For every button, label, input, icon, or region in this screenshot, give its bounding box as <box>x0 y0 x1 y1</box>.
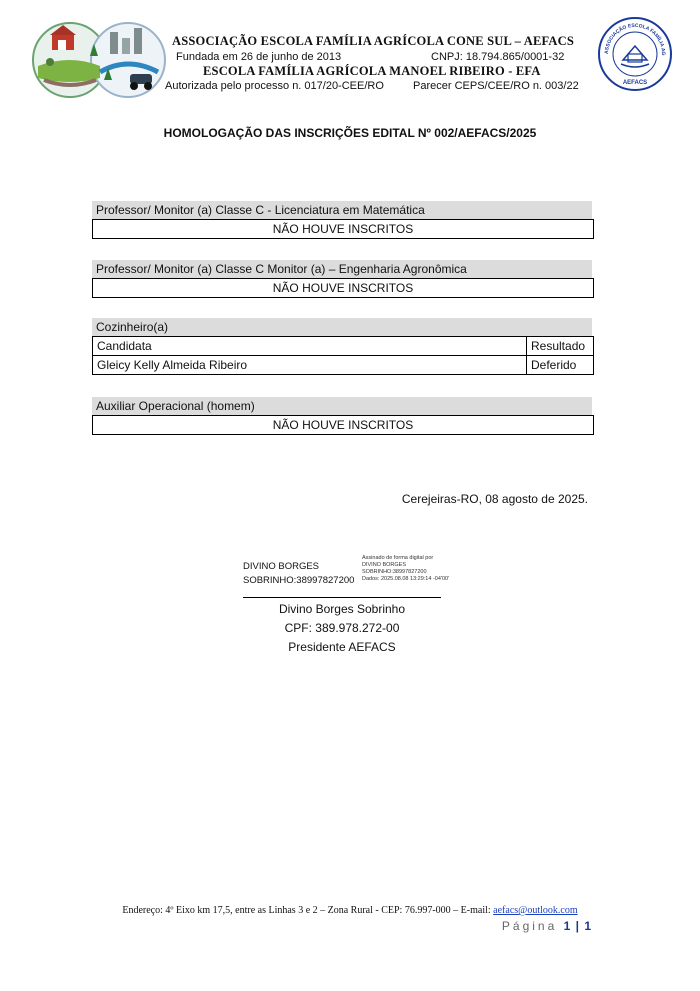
signatory-cpf: CPF: 389.978.272-00 <box>284 621 400 635</box>
section-result-agronomy: NÃO HOUVE INSCRITOS <box>92 278 594 298</box>
school-name: ESCOLA FAMÍLIA AGRÍCOLA MANOEL RIBEIRO - EFA <box>203 64 541 78</box>
farm-logo-icon <box>30 20 170 100</box>
signatory-name: Divino Borges Sobrinho <box>278 602 406 616</box>
cert-line-2: DIVINO BORGES <box>362 562 407 568</box>
column-header-candidate: Candidata <box>93 337 527 356</box>
digital-signature-certificate <box>362 555 449 583</box>
cert-line-1: Assinado de forma digital por <box>362 555 434 561</box>
section-heading-math: Professor/ Monitor (a) Classe C - Licenciatura em Matemática <box>92 201 592 219</box>
address-text: Endereço: 4º Eixo km 17,5, entre as Linhas 3 e 2 – Zona Rural - CEP: 76.997-000 – E-mail: <box>122 905 494 916</box>
table-row <box>93 356 594 375</box>
founded-date: Fundada em 26 de junho de 2013 <box>176 51 342 63</box>
page-count: 1 | 1 <box>563 919 592 933</box>
page-label: Página <box>501 919 558 933</box>
candidate-name: Gleicy Kelly Almeida Ribeiro <box>93 356 527 375</box>
footer-address <box>0 905 700 916</box>
cert-line-3: SOBRINHO:38997827200 <box>362 569 427 575</box>
section-heading-auxiliary: Auxiliar Operacional (homem) <box>92 397 592 415</box>
email-link[interactable]: aefacs@outlook.com <box>493 905 578 916</box>
date-line: Cerejeiras-RO, 08 agosto de 2025. <box>401 492 588 506</box>
page-number <box>502 919 592 933</box>
signatory-block <box>242 600 442 657</box>
signer-line-1: DIVINO BORGES <box>243 561 320 572</box>
candidate-status: Deferido <box>527 356 594 375</box>
section-heading-cook: Cozinheiro(a) <box>92 318 592 336</box>
signatory-role: Presidente AEFACS <box>288 640 396 654</box>
column-header-result: Resultado <box>527 337 594 356</box>
digital-signature-name <box>243 560 354 588</box>
association-name: ASSOCIAÇÃO ESCOLA FAMÍLIA AGRÍCOLA CONE SUL – AEFACS <box>172 34 575 48</box>
authorization: Autorizada pelo processo n. 017/20-CEE/RO <box>165 80 384 92</box>
section-heading-agronomy: Professor/ Monitor (a) Classe C Monitor (a) – Engenharia Agronômica <box>92 260 592 278</box>
cnpj: CNPJ: 18.794.865/0001-32 <box>431 51 565 63</box>
section-result-math: NÃO HOUVE INSCRITOS <box>92 219 594 239</box>
school-seal-icon <box>597 16 673 92</box>
svg-text:ASSOCIAÇÃO ESCOLA FAMÍLIA AGRÍ: ASSOCIAÇÃO ESCOLA FAMÍLIA AG <box>603 22 667 56</box>
cert-line-4: Dados: 2025.08.08 13:29:14 -04'00' <box>362 576 450 582</box>
document-title: HOMOLOGAÇÃO DAS INSCRIÇÕES EDITAL Nº 002/AEFACS/2025 <box>163 126 537 140</box>
table-header-row <box>93 337 594 356</box>
candidate-table <box>92 336 594 375</box>
signer-line-2: SOBRINHO:38997827200 <box>243 575 355 586</box>
opinion-number: Parecer CEPS/CEE/RO n. 003/22 <box>413 80 579 92</box>
section-result-auxiliary: NÃO HOUVE INSCRITOS <box>92 415 594 435</box>
signature-line <box>243 597 441 598</box>
svg-text:AEFACS: AEFACS <box>622 80 648 86</box>
